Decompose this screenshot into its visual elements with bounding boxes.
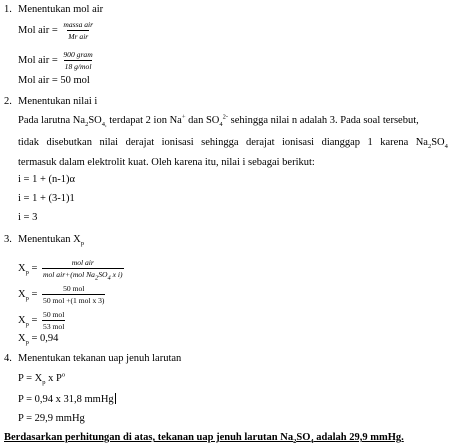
step-1-title: Menentukan mol air — [18, 4, 104, 15]
xp-substitution: $X_p$ = $\frac{\text{50 mol}}{\text{50 mol +(1 mol x 3)}}$ — [18, 284, 105, 305]
pressure-result: P = 29,9 mmHg — [18, 413, 85, 424]
i-formula: i = 1 + (n-1)α — [18, 174, 76, 185]
step-3-title: Menentukan $X_p$ — [18, 234, 84, 248]
text-cursor — [115, 393, 116, 404]
fraction-50-over-53: $\frac{\text{50 mol}}{\text{53 mol}}$ — [43, 310, 65, 331]
xp-simplified: $X_p$ = $\frac{\text{50 mol}}{\text{53 mol}}$ — [18, 310, 65, 331]
step-4-title: Menentukan tekanan uap jenuh larutan — [18, 353, 182, 364]
step-2-number: 2. — [4, 96, 12, 107]
step-1-number: 1. — [4, 4, 12, 15]
fraction-900-over-18: $\frac{\text{900 gram}}{\text{18 g/mol}}$ — [63, 50, 93, 71]
step-2-title: Menentukan nilai i — [18, 96, 98, 107]
paragraph-line-1: Pada larutna $Na_2SO_{4,}$ terdapat 2 ion Na+ dan $SO_4^{2-}$ sehingga nilai n adalah 3. Pada soal tersebut, — [18, 113, 419, 129]
paragraph-line-3: termasuk dalam elektrolit kuat. Oleh karena itu, nilai i sebagai berikut: — [18, 157, 315, 168]
xp-formula: $X_p$ = $\frac{\text{mol air}}{mol air+(mol Na_2SO_4 x i)}$ — [18, 258, 123, 282]
xp-result: $X_p = 0,94$ — [18, 333, 59, 347]
mol-air-substitution: Mol air = $\frac{\text{900 gram}}{\text{18 g/mol}}$ — [18, 50, 93, 71]
mol-air-formula: Mol air = $\frac{\text{massa air}}{\text{Mr air}}$ — [18, 20, 94, 41]
step-4-number: 4. — [4, 353, 12, 364]
i-substitution: i = 1 + (3-1)1 — [18, 193, 75, 204]
fraction-mol-fraction: $\frac{\text{mol air}}{mol air+(mol Na_2SO_4 x i)}$ — [43, 258, 123, 282]
step-3-number: 3. — [4, 234, 12, 245]
paragraph-line-2: tidak disebutkan nilai derajat ionisasi sehingga derajat ionisasi dianggap 1 karena $Na_2SO_4$ — [18, 137, 448, 151]
conclusion: Berdasarkan perhitungan di atas, tekanan uap jenuh larutan $Na_2SO_4$ adalah 29,9 mmHg. — [4, 432, 404, 446]
i-result: i = 3 — [18, 212, 38, 223]
pressure-substitution: P = 0,94 x 31,8 mmHg — [18, 394, 114, 405]
fraction-massa-over-mr: $\frac{\text{massa air}}{\text{Mr air}}$ — [63, 20, 94, 41]
pressure-formula: $P = X_p$ x $P^o$ — [18, 371, 66, 387]
mol-air-result: Mol air = 50 mol — [18, 75, 90, 86]
fraction-50-over-sum: $\frac{\text{50 mol}}{\text{50 mol +(1 mol x 3)}}$ — [43, 284, 105, 305]
